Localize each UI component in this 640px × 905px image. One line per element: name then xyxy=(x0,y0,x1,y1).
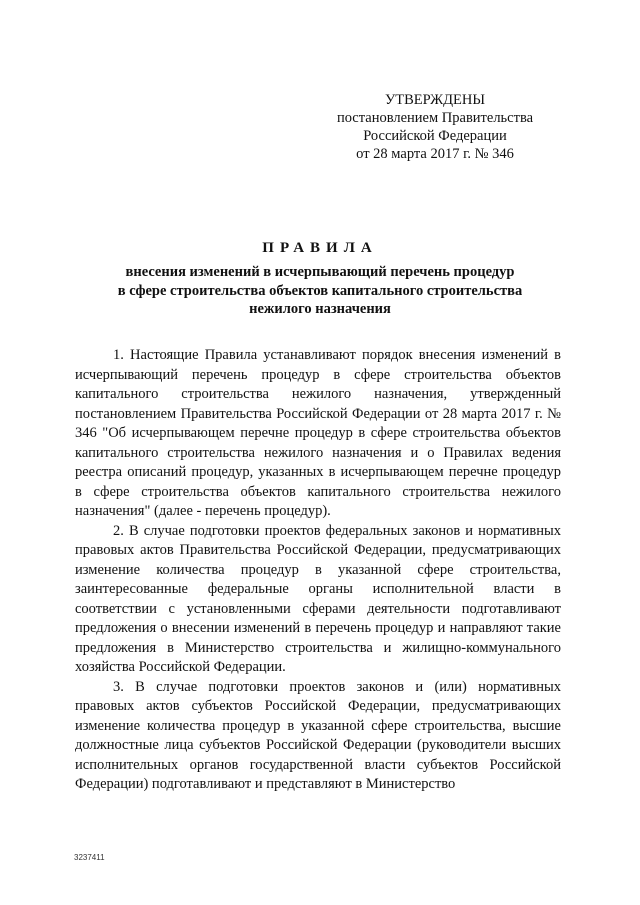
subtitle-line-3: нежилого назначения xyxy=(249,301,391,317)
document-body xyxy=(75,346,561,795)
approval-line-1: постановлением Правительства xyxy=(336,110,534,126)
document-title: ПРАВИЛА xyxy=(262,240,378,256)
paragraph-3: 3. В случае подготовки проектов законов и (или) нормативных правовых актов субъектов Российской Федерации, предусматривающих изменение количества процедур в указанной сфере строительства, высшие должностные лица субъектов Российской Федерации (руководители высших исполнительных органов государственной власти субъектов Российской Федерации) подготавливают и представляют в Министерство xyxy=(75,678,561,792)
paragraph-2: 2. В случае подготовки проектов федеральных законов и нормативных правовых актов Правительства Российской Федерации, предусматривающих изменение количества процедур в указанной сфере строительства, заинтересованные федеральные органы исполнительной власти в соответствии с установленными сферами деятельности подготавливают предложения о внесении изменений в перечень процедур и направляют такие предложения в Министерство строительства и жилищно-коммунального хозяйства Российской Федерации. xyxy=(75,522,561,675)
approval-line-3: от 28 марта 2017 г. № 346 xyxy=(356,146,514,162)
document-number: 3237411 xyxy=(74,853,105,862)
approval-block xyxy=(330,91,540,163)
approval-heading: УТВЕРЖДЕНЫ xyxy=(384,92,486,108)
paragraph-1: 1. Настоящие Правила устанавливают порядок внесения изменений в исчерпывающий перечень процедур в сфере строительства объектов капитального строительства нежилого назначения, утвержденный постановлением Правительства Российской Федерации от 28 марта 2017 г. № 346 "Об исчерпывающем перечне процедур в сфере строительства объектов капитального строительства нежилого назначения и о Правилах ведения реестра описаний процедур, указанных в исчерпывающем перечне процедур в сфере строительства объектов капитального строительства нежилого назначения" (далее - перечень процедур). xyxy=(75,347,561,519)
document-subtitle xyxy=(0,263,640,319)
approval-line-2: Российской Федерации xyxy=(363,128,507,144)
subtitle-line-1: внесения изменений в исчерпывающий перечень процедур xyxy=(125,264,515,280)
subtitle-line-2: в сфере строительства объектов капитального строительства xyxy=(117,282,523,299)
